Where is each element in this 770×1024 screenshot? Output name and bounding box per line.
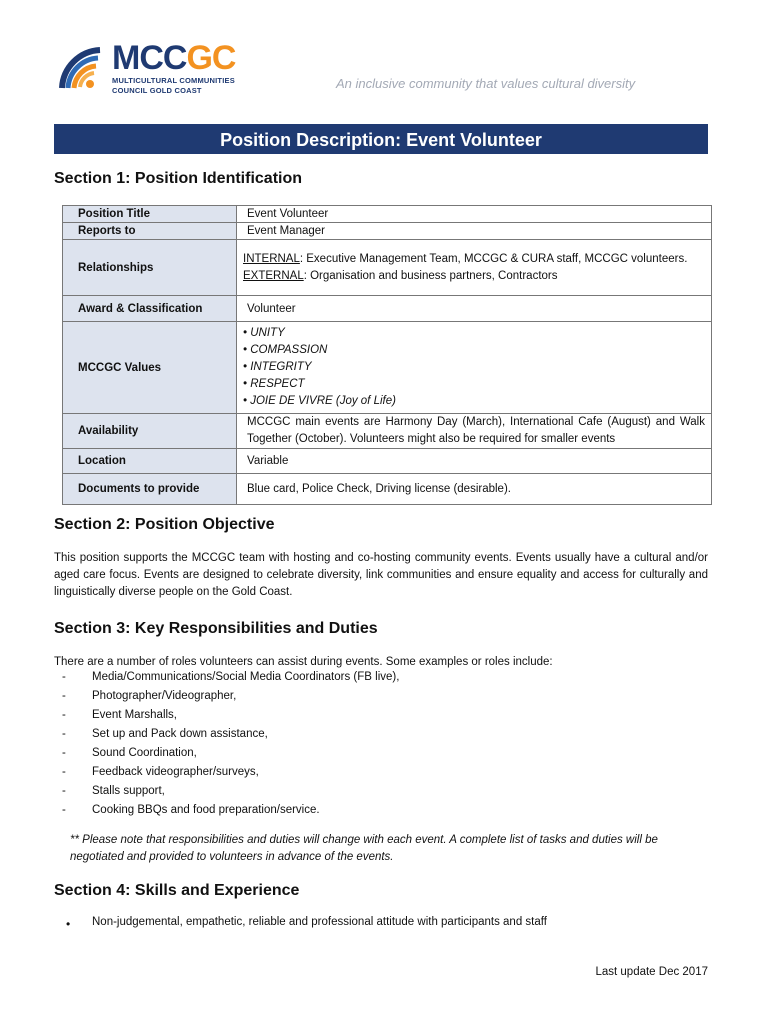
section2-text: This position supports the MCCGC team with hosting and co-hosting community events. Events usually have a cultural and/or aged care focus. Events are designed to celebrate diversity, link communities and ensure equality and access for culturally and linguistically diverse people on the Gold Coast. xyxy=(54,552,708,598)
logo-subtitle-line2: COUNCIL GOLD COAST xyxy=(112,86,202,95)
page-title: Position Description: Event Volunteer xyxy=(54,124,708,154)
position-table xyxy=(62,205,712,505)
logo-wordmark: MCCGC xyxy=(112,39,236,77)
responsibilities-note: ** Please note that responsibilities and duties will change with each event. A complete list of tasks and duties will be negotiated and provided to volunteers in advance of the events. xyxy=(70,834,658,863)
list-item: • UNITY xyxy=(243,327,285,339)
last-update: Last update Dec 2017 xyxy=(595,966,708,978)
table-row xyxy=(63,449,712,474)
documents-value: Blue card, Police Check, Driving license (desirable). xyxy=(237,474,712,505)
list-item: - Stalls support, xyxy=(62,785,165,797)
list-item: - Set up and Pack down assistance, xyxy=(62,728,268,740)
award-label: Award & Classification xyxy=(63,296,237,322)
internal-label: INTERNAL xyxy=(243,252,300,265)
skills-item: Non-judgemental, empathetic, reliable and professional attitude with participants and staff xyxy=(92,916,547,928)
list-item: - Sound Coordination, xyxy=(62,747,197,759)
list-item: - Media/Communications/Social Media Coordinators (FB live), xyxy=(62,671,400,683)
sunburst-icon xyxy=(62,50,100,88)
section3-heading: Section 3: Key Responsibilities and Duties xyxy=(54,620,378,637)
section4-heading: Section 4: Skills and Experience xyxy=(54,882,300,899)
mccgc-logo xyxy=(50,40,110,100)
internal-text: : Executive Management Team, MCCGC & CURA staff, MCCGC volunteers. xyxy=(299,252,688,265)
list-item: - Photographer/Videographer, xyxy=(62,690,237,702)
reports-to-value: Event Manager xyxy=(237,223,712,240)
section2-heading: Section 2: Position Objective xyxy=(54,516,275,533)
table-row xyxy=(63,240,712,296)
list-item: • JOIE DE VIVRE (Joy of Life) xyxy=(243,395,396,407)
table-row xyxy=(63,206,712,223)
documents-label: Documents to provide xyxy=(63,474,237,505)
relationships-value xyxy=(237,240,712,296)
values-list xyxy=(237,322,712,414)
external-text: : Organisation and business partners, Contractors xyxy=(303,269,558,282)
table-row xyxy=(63,322,712,414)
list-item: - Event Marshalls, xyxy=(62,709,178,721)
external-label: EXTERNAL xyxy=(243,269,304,282)
bullet-icon: • xyxy=(66,917,71,931)
list-item: - Feedback videographer/surveys, xyxy=(62,766,259,778)
logo-subtitle-line1: MULTICULTURAL COMMUNITIES xyxy=(112,76,235,85)
list-item: - Cooking BBQs and food preparation/service. xyxy=(62,804,320,816)
availability-label: Availability xyxy=(63,414,237,449)
list-item: • RESPECT xyxy=(243,378,305,390)
section1-heading: Section 1: Position Identification xyxy=(54,170,303,187)
list-item: • COMPASSION xyxy=(243,344,328,356)
relationships-label: Relationships xyxy=(63,240,237,296)
tagline: An inclusive community that values cultural diversity xyxy=(336,76,636,91)
table-row xyxy=(63,223,712,240)
values-label: MCCGC Values xyxy=(63,322,237,414)
table-row xyxy=(63,474,712,505)
list-item: • INTEGRITY xyxy=(243,361,312,373)
position-title-value: Event Volunteer xyxy=(237,206,712,223)
responsibilities-list xyxy=(54,668,708,820)
availability-value: MCCGC main events are Harmony Day (March), International Cafe (August) and Walk Together (October). Volunteers might also be required for smaller events xyxy=(237,414,712,449)
section3-intro: There are a number of roles volunteers can assist during events. Some examples or roles include: xyxy=(54,656,553,668)
table-row xyxy=(63,414,712,449)
position-title-label: Position Title xyxy=(63,206,237,223)
table-row xyxy=(63,296,712,322)
location-value: Variable xyxy=(237,449,712,474)
award-value: Volunteer xyxy=(237,296,712,322)
reports-to-label: Reports to xyxy=(63,223,237,240)
location-label: Location xyxy=(63,449,237,474)
